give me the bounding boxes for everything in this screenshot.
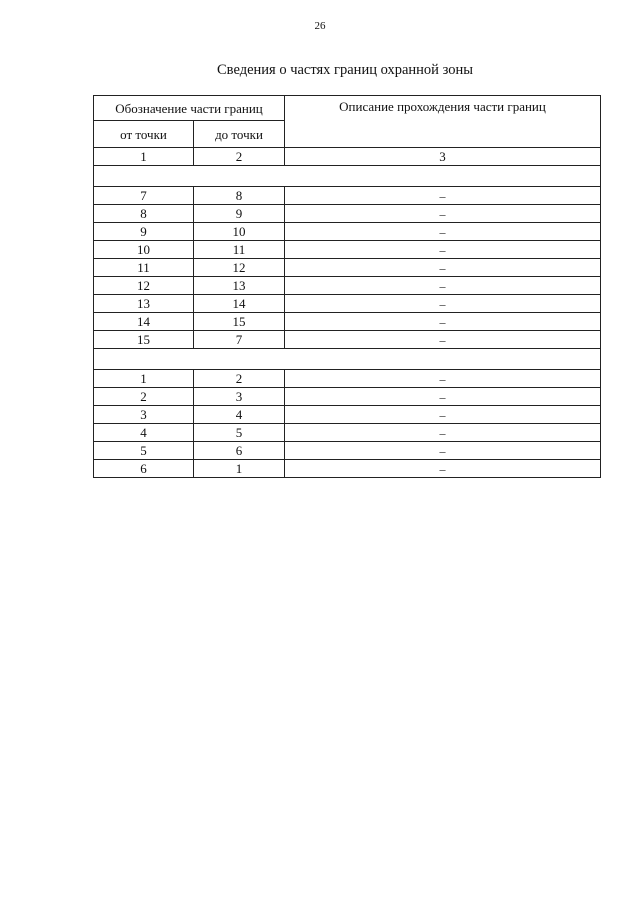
- column-number-2: 2: [194, 148, 285, 166]
- description-cell: –: [285, 223, 601, 241]
- to-point-cell: 2: [194, 370, 285, 388]
- table-row: [94, 313, 601, 331]
- section-row: [94, 349, 601, 370]
- to-point-cell: 1: [194, 460, 285, 478]
- to-point-cell: 12: [194, 259, 285, 277]
- table-row: [94, 460, 601, 478]
- from-point-cell: 10: [94, 241, 194, 259]
- header-boundary-description: Описание прохождения части границ: [285, 96, 601, 148]
- to-point-cell: 6: [194, 442, 285, 460]
- from-point-cell: 13: [94, 295, 194, 313]
- document-title: Сведения о частях границ охранной зоны: [217, 62, 473, 78]
- table-row: [94, 259, 601, 277]
- from-point-cell: 6: [94, 460, 194, 478]
- description-cell: –: [285, 313, 601, 331]
- from-point-cell: 8: [94, 205, 194, 223]
- from-point-cell: 3: [94, 406, 194, 424]
- table-row: [94, 370, 601, 388]
- table-row: [94, 295, 601, 313]
- from-point-cell: 15: [94, 331, 194, 349]
- description-cell: –: [285, 205, 601, 223]
- to-point-cell: 8: [194, 187, 285, 205]
- table-row: [94, 406, 601, 424]
- to-point-cell: 9: [194, 205, 285, 223]
- description-cell: –: [285, 295, 601, 313]
- table-header-row: [94, 96, 601, 121]
- from-point-cell: 11: [94, 259, 194, 277]
- table-row: [94, 331, 601, 349]
- column-number-1: 1: [94, 148, 194, 166]
- from-point-cell: 14: [94, 313, 194, 331]
- description-cell: –: [285, 424, 601, 442]
- description-cell: –: [285, 241, 601, 259]
- description-cell: –: [285, 442, 601, 460]
- boundary-parts-table: [93, 95, 601, 478]
- description-cell: –: [285, 331, 601, 349]
- table-row: [94, 241, 601, 259]
- table-row: [94, 277, 601, 295]
- table-row: [94, 205, 601, 223]
- header-to-point: до точки: [194, 121, 285, 148]
- description-cell: –: [285, 277, 601, 295]
- from-point-cell: 1: [94, 370, 194, 388]
- section-label: [94, 349, 601, 370]
- table-row: [94, 223, 601, 241]
- column-number-row: [94, 148, 601, 166]
- description-cell: –: [285, 460, 601, 478]
- from-point-cell: 5: [94, 442, 194, 460]
- table-row: [94, 187, 601, 205]
- description-cell: –: [285, 259, 601, 277]
- to-point-cell: 3: [194, 388, 285, 406]
- description-cell: –: [285, 370, 601, 388]
- to-point-cell: 4: [194, 406, 285, 424]
- to-point-cell: 7: [194, 331, 285, 349]
- from-point-cell: 12: [94, 277, 194, 295]
- to-point-cell: 11: [194, 241, 285, 259]
- from-point-cell: 4: [94, 424, 194, 442]
- from-point-cell: 2: [94, 388, 194, 406]
- to-point-cell: 10: [194, 223, 285, 241]
- page-number: 26: [314, 20, 326, 32]
- description-cell: –: [285, 187, 601, 205]
- header-from-point: от точки: [94, 121, 194, 148]
- to-point-cell: 5: [194, 424, 285, 442]
- from-point-cell: 7: [94, 187, 194, 205]
- to-point-cell: 14: [194, 295, 285, 313]
- from-point-cell: 9: [94, 223, 194, 241]
- section-label: [94, 166, 601, 187]
- table-row: [94, 424, 601, 442]
- description-cell: –: [285, 388, 601, 406]
- to-point-cell: 13: [194, 277, 285, 295]
- table-row: [94, 388, 601, 406]
- section-row: [94, 166, 601, 187]
- column-number-3: 3: [285, 148, 601, 166]
- to-point-cell: 15: [194, 313, 285, 331]
- description-cell: –: [285, 406, 601, 424]
- header-boundary-designation: Обозначение части границ: [94, 96, 285, 121]
- table-row: [94, 442, 601, 460]
